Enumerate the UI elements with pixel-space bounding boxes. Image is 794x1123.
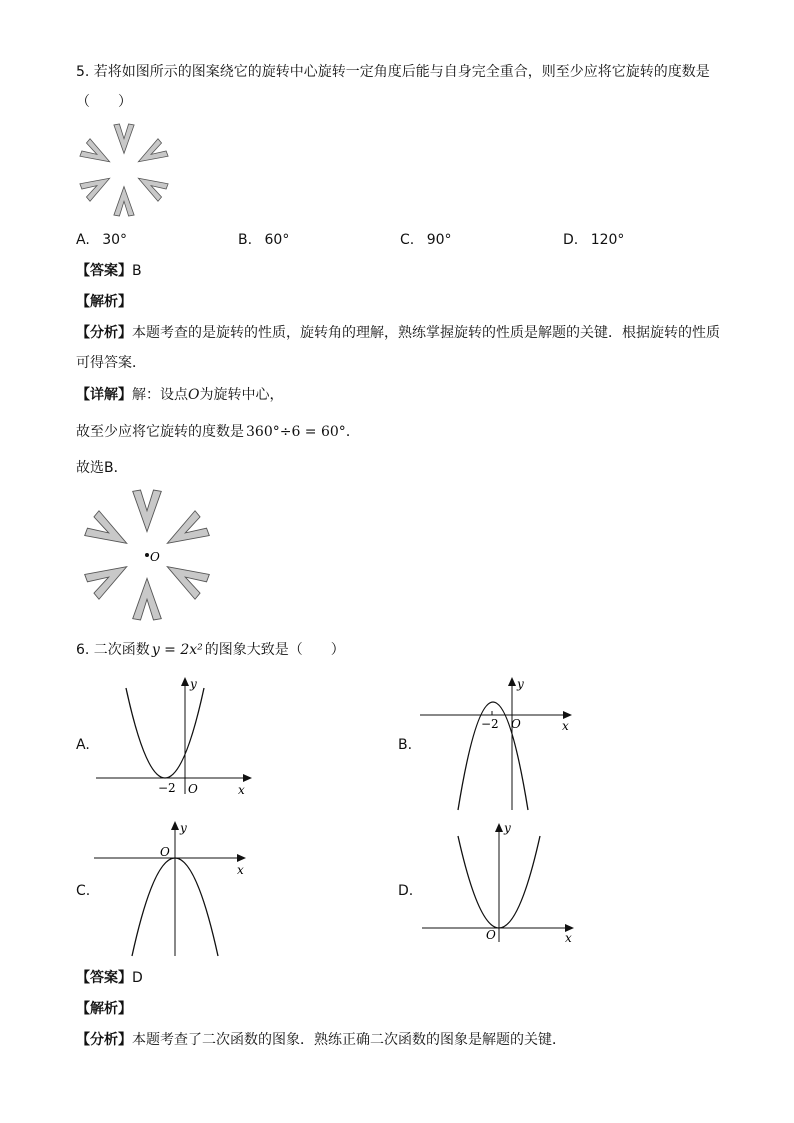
q5-detail-point-o: O	[188, 387, 200, 403]
q5-answer-value: B	[132, 263, 142, 279]
x-axis-arrow-icon	[237, 854, 246, 862]
q6-option-a-letter[interactable]: A.	[76, 737, 90, 753]
q5-option-b-letter: B.	[238, 232, 253, 248]
q5-option-c-text: 90°	[426, 232, 452, 248]
tick-label-neg2: −2	[158, 781, 176, 795]
rotation-center-label: O	[150, 550, 160, 564]
q5-fenxi-text-1: 本题考查的是旋转的性质，旋转角的理解，熟练掌握旋转的性质是解题的关键．根据旋转的性质	[132, 325, 720, 341]
star-petal	[160, 510, 210, 556]
q5-calc-line	[76, 423, 360, 441]
y-axis-label: y	[190, 677, 197, 691]
q5-detail-text-2: 为旋转中心，	[199, 387, 284, 403]
q5-option-a[interactable]	[76, 231, 127, 249]
star-petal	[160, 554, 210, 600]
q6-answer-label: 【答案】	[76, 970, 132, 986]
star-petal	[133, 490, 162, 532]
star-petal	[84, 554, 134, 600]
y-axis-label: y	[180, 821, 187, 835]
q5-option-d-text: 120°	[590, 232, 625, 248]
x-axis-arrow-icon	[563, 711, 572, 719]
q6-analysis-label: 【解析】	[76, 1001, 132, 1017]
q5-stem: 5. 若将如图所示的图案绕它的旋转中心旋转一定角度后能与自身完全重合，则至少应将它旋转的度数是	[76, 64, 710, 80]
x-axis-label: x	[238, 783, 245, 797]
q6-fenxi-text: 本题考查了二次函数的图象．熟练正确二次函数的图象是解题的关键．	[132, 1032, 566, 1048]
q5-option-d[interactable]	[563, 231, 624, 249]
y-axis-label: y	[504, 821, 511, 835]
q5-detail-text: 解：设点	[132, 387, 188, 403]
q6-option-d-graph[interactable]	[420, 818, 582, 944]
y-axis-arrow-icon	[508, 677, 516, 686]
q5-analysis-label: 【解析】	[76, 294, 132, 310]
q5-option-b[interactable]	[238, 231, 289, 249]
q5-detail-line	[76, 386, 283, 404]
x-axis-label: x	[237, 863, 244, 877]
origin-label: O	[486, 928, 496, 942]
q6-option-a-graph[interactable]	[92, 672, 256, 798]
q5-small-star-figure	[76, 122, 172, 218]
y-axis-label: y	[517, 677, 524, 691]
origin-label: O	[188, 782, 198, 796]
q5-option-d-letter: D.	[563, 232, 579, 248]
q5-option-c-letter: C.	[400, 232, 415, 248]
star-petal	[84, 510, 134, 556]
q5-calc-text: 故至少应将它旋转的度数是	[76, 424, 244, 440]
y-axis-arrow-icon	[495, 823, 503, 832]
q5-answer-paren: （ ）	[76, 94, 132, 110]
q6-option-d-letter[interactable]: D.	[398, 883, 414, 899]
x-axis-label: x	[562, 719, 569, 733]
q6-stem	[76, 641, 345, 659]
star-petal	[133, 138, 169, 170]
q5-calc-end: ．	[345, 424, 360, 440]
parabola-curve	[126, 688, 204, 778]
q6-stem-suffix: 的图象大致是（ ）	[204, 642, 345, 658]
q5-option-c[interactable]	[400, 231, 452, 249]
x-axis-label: x	[565, 931, 572, 944]
q5-option-a-letter: A.	[76, 232, 90, 248]
q6-fenxi-label: 【分析】	[76, 1032, 132, 1048]
origin-label: O	[511, 717, 521, 731]
star-petal	[133, 578, 162, 620]
q6-fenxi-line	[76, 1031, 566, 1049]
q5-calc-expression: 360°÷6 = 60°	[246, 424, 346, 440]
q5-fenxi-line-2: 可得答案．	[76, 355, 146, 371]
star-petal	[79, 170, 115, 202]
q6-option-c-graph[interactable]	[92, 816, 254, 958]
star-petal	[114, 187, 134, 216]
y-axis-arrow-icon	[171, 821, 179, 830]
q6-answer	[76, 969, 143, 987]
q6-option-b-letter[interactable]: B.	[398, 737, 413, 753]
q5-detail-label: 【详解】	[76, 387, 132, 403]
q5-fenxi-line-1	[76, 324, 720, 342]
star-petal	[79, 138, 115, 170]
q6-option-c-letter[interactable]: C.	[76, 883, 91, 899]
q5-large-star-figure	[80, 488, 214, 622]
q5-fenxi-label: 【分析】	[76, 325, 132, 341]
q5-answer-label: 【答案】	[76, 263, 132, 279]
y-axis-arrow-icon	[181, 677, 189, 686]
tick-label-neg2: −2	[481, 717, 499, 731]
x-axis-arrow-icon	[243, 774, 252, 782]
q6-stem-prefix: 6. 二次函数	[76, 642, 150, 658]
origin-label: O	[160, 845, 170, 859]
q6-option-b-graph[interactable]	[418, 672, 582, 812]
q5-answer	[76, 262, 142, 280]
q5-option-a-text: 30°	[102, 232, 128, 248]
q6-stem-formula: y = 2x²	[151, 642, 203, 658]
star-petal	[114, 124, 134, 153]
q5-choose-line: 故选B．	[76, 460, 128, 476]
star-petal	[133, 170, 169, 202]
q6-answer-value: D	[132, 970, 143, 986]
rotation-center-dot	[145, 553, 149, 557]
q5-option-b-text: 60°	[264, 232, 290, 248]
